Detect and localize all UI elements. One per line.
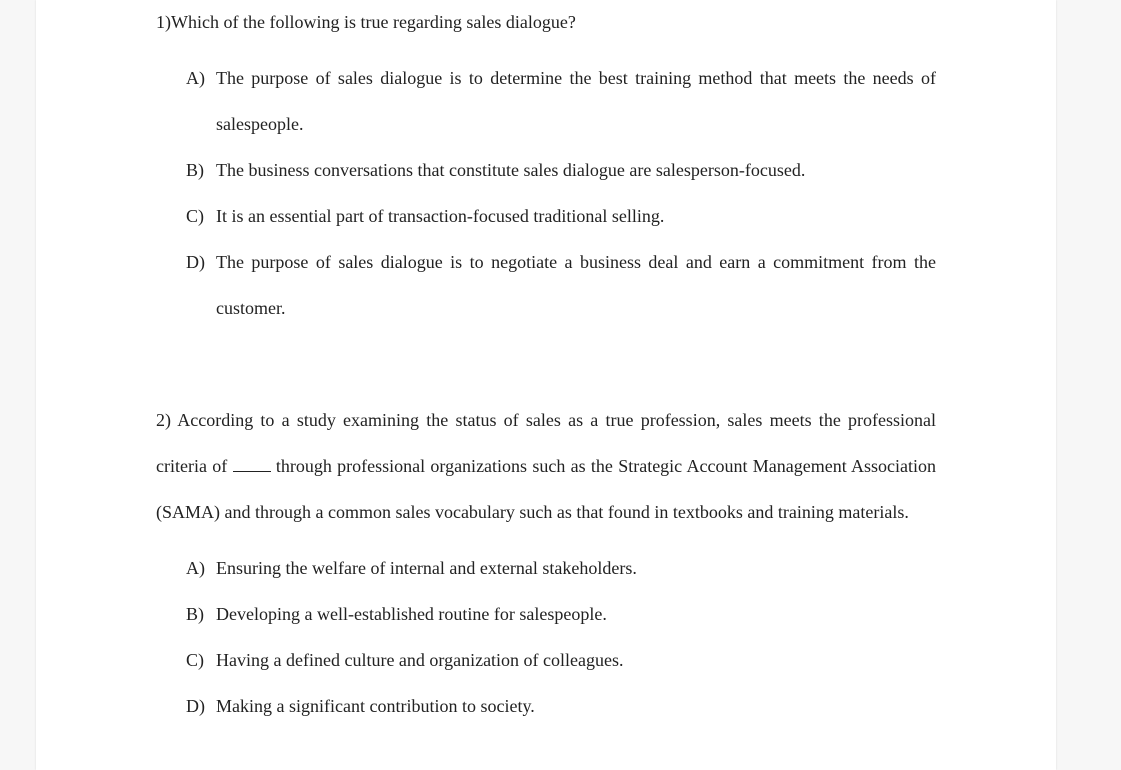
question-2-stem-part-1: 2) According to a study examining the status of sales as a true profession, sales meets the professional criteria of <box>156 410 936 476</box>
option-text: Ensuring the welfare of internal and external stakeholders. <box>216 558 637 578</box>
question-1-option-a <box>156 55 936 147</box>
question-2-options <box>156 545 936 729</box>
question-2-option-c <box>156 637 936 683</box>
option-letter: C) <box>186 206 204 226</box>
answer-blank <box>233 457 271 472</box>
question-2-option-a <box>156 545 936 591</box>
option-text: The business conversations that constitute sales dialogue are salesperson-focused. <box>216 160 806 180</box>
question-1 <box>156 0 936 331</box>
question-2 <box>156 397 936 729</box>
option-letter: A) <box>186 68 205 88</box>
document-content <box>156 0 936 729</box>
option-letter: D) <box>186 252 205 272</box>
option-letter: B) <box>186 160 204 180</box>
option-letter: D) <box>186 696 205 716</box>
question-1-option-c <box>156 193 936 239</box>
question-1-options <box>156 55 936 331</box>
document-page <box>36 0 1056 770</box>
question-2-stem <box>156 397 936 535</box>
question-1-option-b <box>156 147 936 193</box>
option-text: Developing a well-established routine for salespeople. <box>216 604 607 624</box>
option-text: It is an essential part of transaction-focused traditional selling. <box>216 206 665 226</box>
question-2-option-d <box>156 683 936 729</box>
option-text: The purpose of sales dialogue is to determine the best training method that meets the needs of salespeople. <box>216 68 936 134</box>
option-text: Making a significant contribution to society. <box>216 696 535 716</box>
question-2-stem-part-2: through professional organizations such as the Strategic Account Management Association (SAMA) and through a common sales vocabulary such as that found in textbooks and training materials. <box>156 456 936 522</box>
question-1-option-d <box>156 239 936 331</box>
option-letter: B) <box>186 604 204 624</box>
question-1-stem: 1)Which of the following is true regarding sales dialogue? <box>156 12 576 32</box>
option-letter: A) <box>186 558 205 578</box>
option-letter: C) <box>186 650 204 670</box>
option-text: The purpose of sales dialogue is to negotiate a business deal and earn a commitment from the customer. <box>216 252 936 318</box>
option-text: Having a defined culture and organization of colleagues. <box>216 650 624 670</box>
question-2-option-b <box>156 591 936 637</box>
